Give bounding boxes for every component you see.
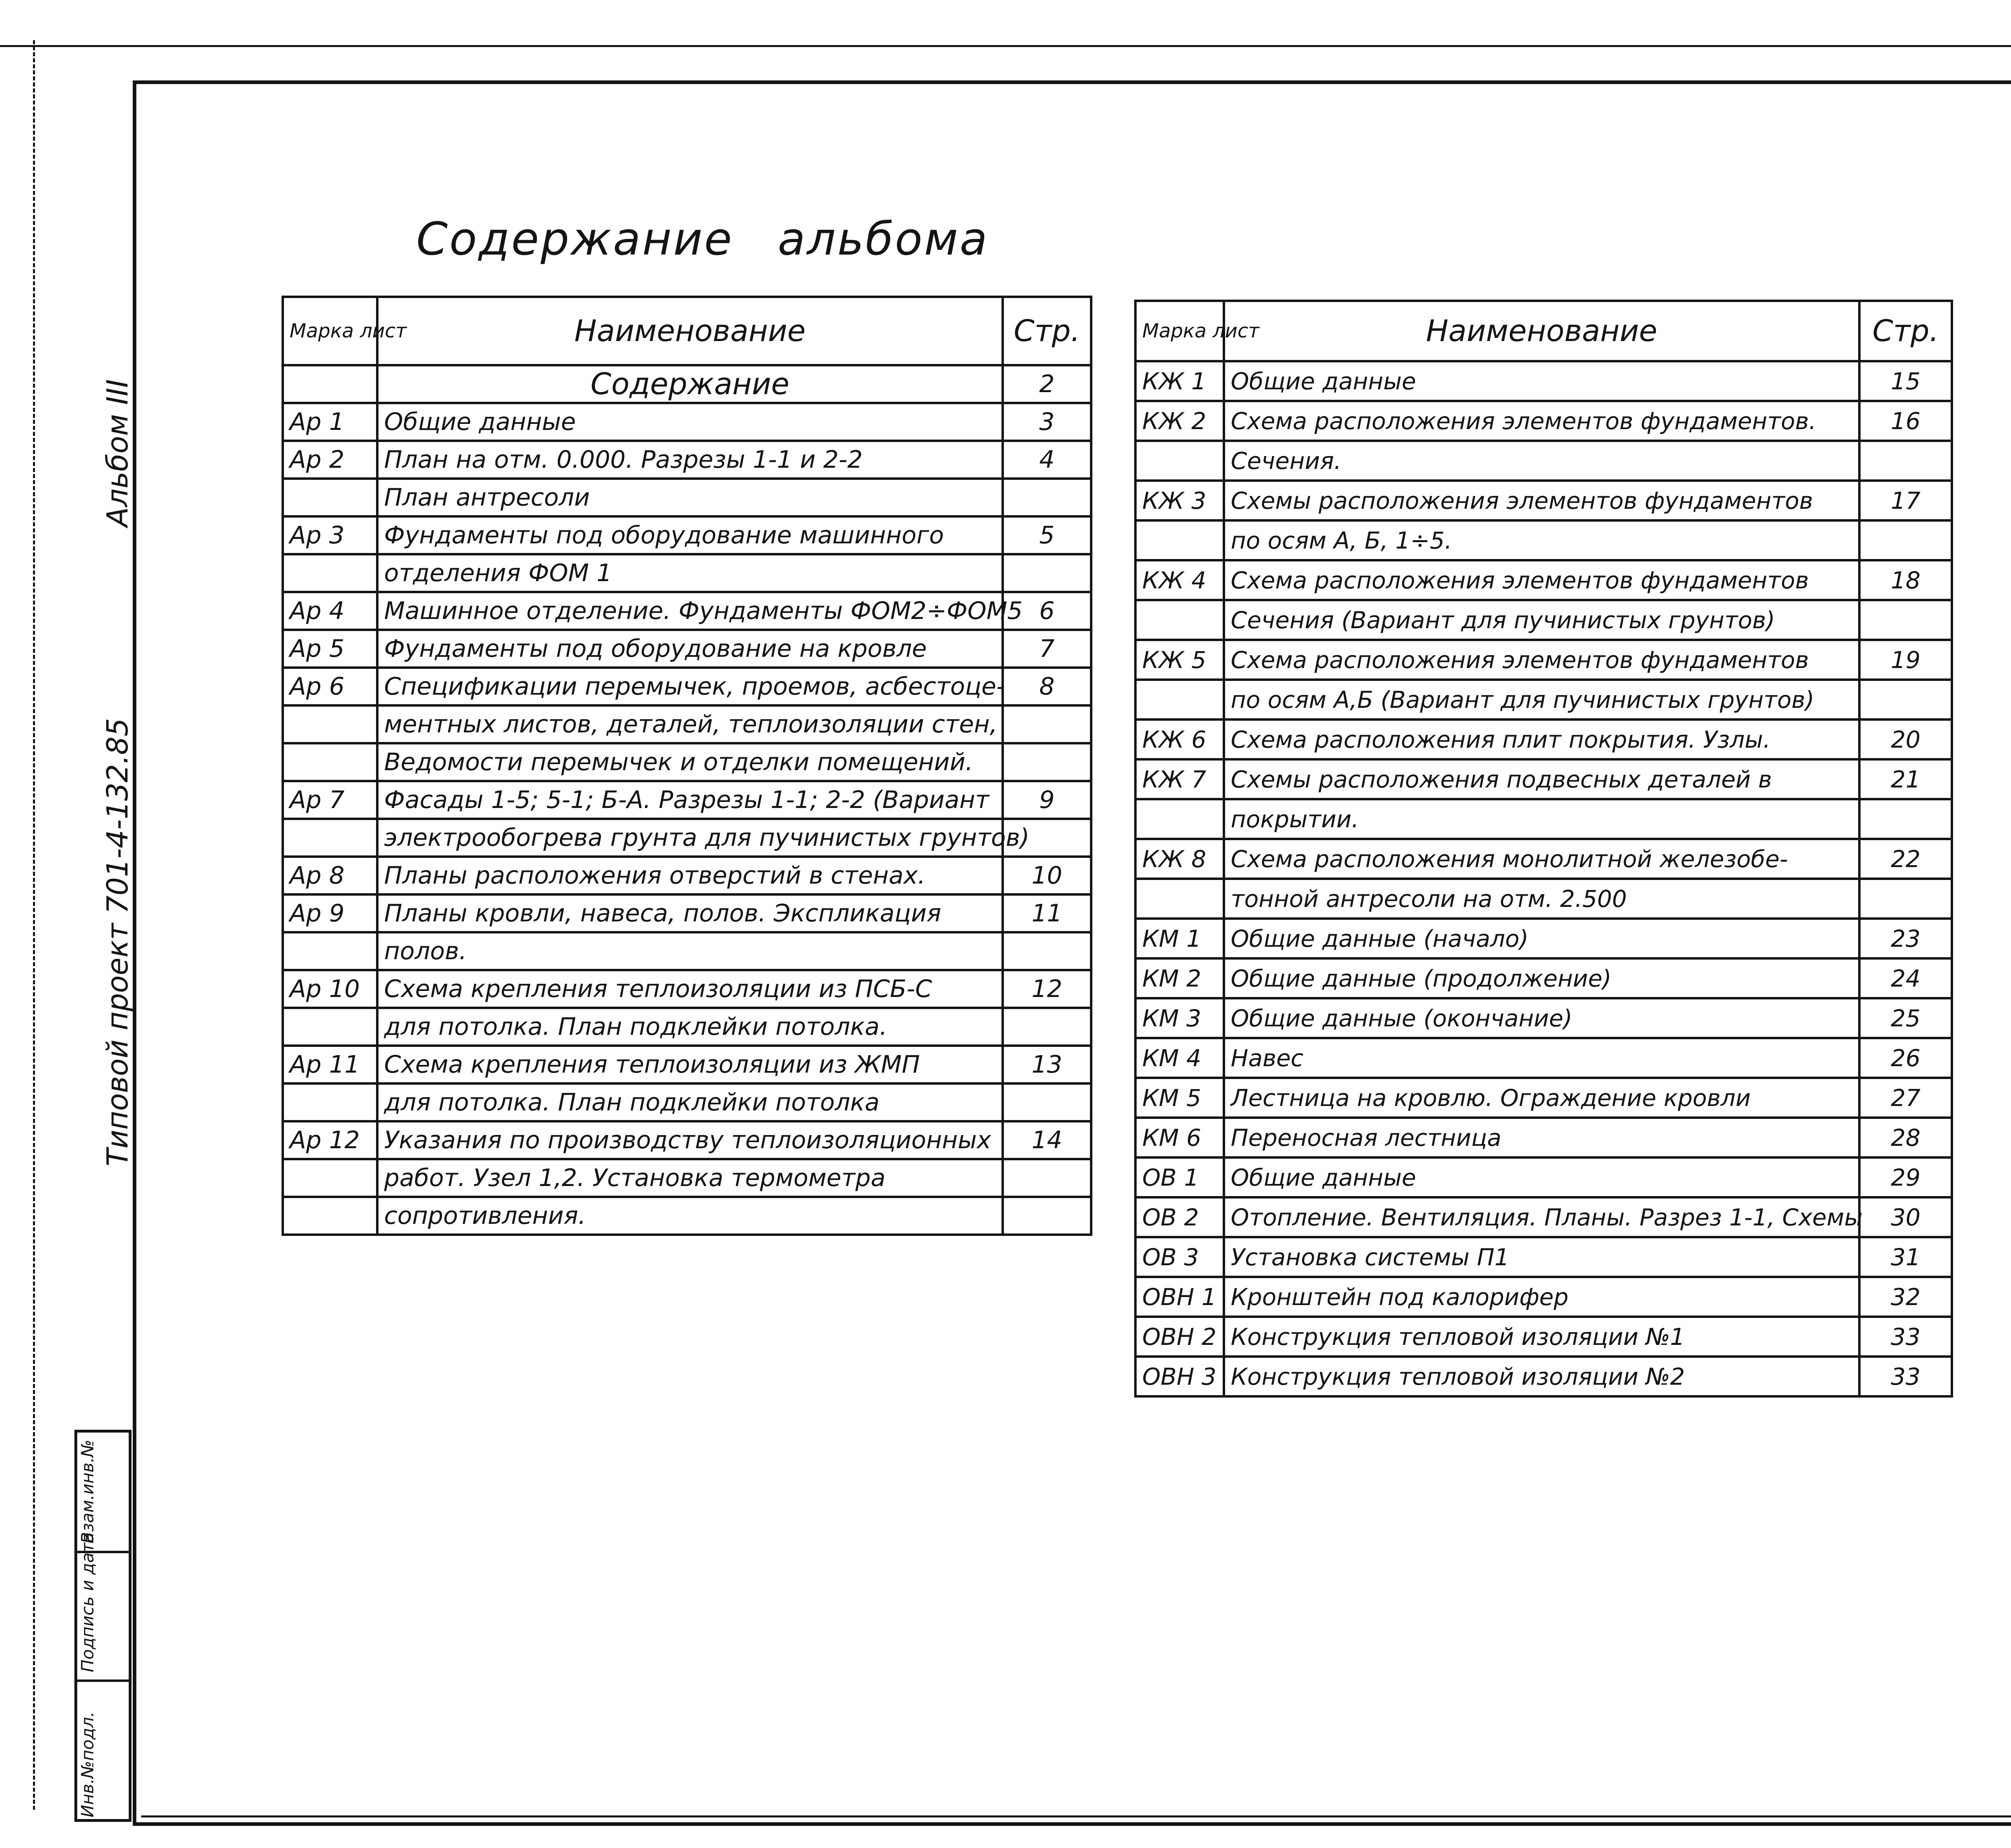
row-code: КМ 4 (1135, 1038, 1224, 1078)
sheet-left-edge (33, 40, 35, 1810)
row-code: КЖ 7 (1135, 759, 1224, 799)
table-row (283, 970, 1091, 1008)
row-page: 31 (1859, 1237, 1952, 1277)
row-name: Конструкция тепловой изоляции №1 (1224, 1317, 1859, 1357)
row-code: КМ 1 (1135, 919, 1224, 958)
row-name: План на отм. 0.000. Разрезы 1-1 и 2-2 (377, 441, 1003, 479)
row-name: Лестница на кровлю. Ограждение кровли (1224, 1078, 1859, 1118)
row-name: по осям А,Б (Вариант для пучинистых грунтов) (1224, 680, 1859, 719)
row-code (283, 819, 377, 857)
row-code (1135, 600, 1224, 640)
row-name: Общие данные (продолжение) (1224, 958, 1859, 998)
row-page (1003, 1083, 1091, 1121)
table-row (283, 554, 1091, 592)
row-code: КЖ 2 (1135, 401, 1224, 441)
row-code: Ар 7 (283, 781, 377, 819)
row-code: Ар 10 (283, 970, 377, 1008)
row-page (1859, 441, 1952, 481)
table-row (1135, 839, 1952, 879)
row-code (283, 479, 377, 516)
row-page: 24 (1859, 958, 1952, 998)
row-name: Установка системы П1 (1224, 1237, 1859, 1277)
row-name: для потолка. План подклейки потолка (377, 1083, 1003, 1121)
row-code: КЖ 8 (1135, 839, 1224, 879)
table-row (283, 932, 1091, 970)
header-name: Наименование (1224, 301, 1859, 361)
contents-rows-right (1135, 361, 1952, 1396)
table-row (1135, 1277, 1952, 1317)
row-code (1135, 520, 1224, 560)
row-code (283, 1083, 377, 1121)
row-page: 33 (1859, 1317, 1952, 1357)
table-row (1135, 600, 1952, 640)
row-code (283, 1197, 377, 1235)
album-title (416, 213, 989, 265)
row-code: Ар 9 (283, 894, 377, 932)
row-page: 14 (1003, 1121, 1091, 1159)
row-code: ОВН 1 (1135, 1277, 1224, 1317)
table-row (1135, 401, 1952, 441)
table-row (283, 1083, 1091, 1121)
row-code (1135, 799, 1224, 839)
row-code: КЖ 3 (1135, 481, 1224, 520)
table-row (1135, 441, 1952, 481)
header-page: Стр. (1859, 301, 1952, 361)
table-row (1135, 481, 1952, 520)
table-row (283, 743, 1091, 781)
table-row (283, 592, 1091, 630)
row-page (1003, 1197, 1091, 1235)
row-page: 6 (1003, 592, 1091, 630)
table-row (1135, 1317, 1952, 1357)
header-mark: Марка лист (283, 297, 377, 365)
row-page: 19 (1859, 640, 1952, 680)
row-page: 10 (1003, 857, 1091, 894)
table-row (1135, 1038, 1952, 1078)
stamp-cell-replacement (77, 1433, 129, 1553)
row-page: 13 (1003, 1046, 1091, 1083)
row-code: КЖ 1 (1135, 361, 1224, 401)
side-project-label: Типовой проект 701-4-132.85 (101, 718, 134, 1166)
stamp-cell-signature (77, 1532, 129, 1682)
table-row (283, 403, 1091, 441)
row-page: 21 (1859, 759, 1952, 799)
row-name: тонной антресоли на отм. 2.500 (1224, 879, 1859, 919)
row-page: 26 (1859, 1038, 1952, 1078)
row-page: 29 (1859, 1157, 1952, 1197)
table-row (283, 857, 1091, 894)
table-row (1135, 1237, 1952, 1277)
contents-table-right (1134, 300, 1953, 1398)
table-row (1135, 1157, 1952, 1197)
row-page: 12 (1003, 970, 1091, 1008)
row-page (1859, 799, 1952, 839)
table-row (1135, 520, 1952, 560)
contents-rows-left (283, 365, 1091, 1235)
row-code: КМ 3 (1135, 998, 1224, 1038)
row-name: по осям А, Б, 1÷5. (1224, 520, 1859, 560)
table-row (283, 441, 1091, 479)
row-name: Схема расположения элементов фундаментов (1224, 560, 1859, 600)
row-name: Планы расположения отверстий в стенах. (377, 857, 1003, 894)
row-page (1003, 743, 1091, 781)
row-name: полов. (377, 932, 1003, 970)
row-name: Ведомости перемычек и отделки помещений. (377, 743, 1003, 781)
row-page: 15 (1859, 361, 1952, 401)
table-row (1135, 1118, 1952, 1157)
row-code: КЖ 5 (1135, 640, 1224, 680)
row-name: работ. Узел 1,2. Установка термометра (377, 1159, 1003, 1197)
table-row (283, 894, 1091, 932)
table-row (1135, 1078, 1952, 1118)
table-row (1135, 560, 1952, 600)
row-page (1859, 879, 1952, 919)
row-name: Отопление. Вентиляция. Планы. Разрез 1-1, Схемы (1224, 1197, 1859, 1237)
table-row (1135, 958, 1952, 998)
row-code (283, 1159, 377, 1197)
row-name: Кронштейн под калорифер (1224, 1277, 1859, 1317)
table-row (283, 668, 1091, 705)
contents-table-left (282, 296, 1092, 1236)
row-page (1003, 932, 1091, 970)
row-code: КМ 2 (1135, 958, 1224, 998)
row-page: 28 (1859, 1118, 1952, 1157)
row-code: КМ 5 (1135, 1078, 1224, 1118)
row-code: Ар 1 (283, 403, 377, 441)
table-row (283, 1159, 1091, 1197)
row-name: Фасады 1-5; 5-1; Б-А. Разрезы 1-1; 2-2 (Вариант (377, 781, 1003, 819)
row-name: Схема расположения элементов фундаментов (1224, 640, 1859, 680)
table-row (283, 1121, 1091, 1159)
table-row (1135, 879, 1952, 919)
table-row (1135, 799, 1952, 839)
row-name: Переносная лестница (1224, 1118, 1859, 1157)
row-code: КМ 6 (1135, 1118, 1224, 1157)
row-name: Схема расположения монолитной железобе- (1224, 839, 1859, 879)
row-code: Ар 3 (283, 516, 377, 554)
row-name: ментных листов, деталей, теплоизоляции стен, (377, 705, 1003, 743)
table-row (283, 1197, 1091, 1235)
table-row (1135, 1197, 1952, 1237)
row-code (283, 365, 377, 403)
row-name: План антресоли (377, 479, 1003, 516)
row-code: КЖ 4 (1135, 560, 1224, 600)
row-page: 23 (1859, 919, 1952, 958)
row-page: 22 (1859, 839, 1952, 879)
row-name: Общие данные (1224, 361, 1859, 401)
table-row (1135, 361, 1952, 401)
row-page: 3 (1003, 403, 1091, 441)
row-name: Конструкция тепловой изоляции №2 (1224, 1357, 1859, 1396)
row-name: Схема расположения плит покрытия. Узлы. (1224, 719, 1859, 759)
row-page: 27 (1859, 1078, 1952, 1118)
row-page (1003, 705, 1091, 743)
row-code (1135, 441, 1224, 481)
row-page (1003, 1159, 1091, 1197)
row-code: Ар 12 (283, 1121, 377, 1159)
row-code (283, 932, 377, 970)
row-page: 7 (1003, 630, 1091, 668)
row-name: Общие данные (окончание) (1224, 998, 1859, 1038)
row-name: Общие данные (377, 403, 1003, 441)
table-row (1135, 640, 1952, 680)
table-row (1135, 680, 1952, 719)
row-name: Спецификации перемычек, проемов, асбестоце- (377, 668, 1003, 705)
album-title-word-1: Содержание (416, 213, 734, 265)
table-row (1135, 998, 1952, 1038)
row-page: 25 (1859, 998, 1952, 1038)
row-name: Схемы расположения подвесных деталей в (1224, 759, 1859, 799)
row-code (283, 554, 377, 592)
header-name: Наименование (377, 297, 1003, 365)
table-row (283, 630, 1091, 668)
row-name: Схема крепления теплоизоляции из ЖМП (377, 1046, 1003, 1083)
row-name: Навес (1224, 1038, 1859, 1078)
row-page: 32 (1859, 1277, 1952, 1317)
table-row (283, 365, 1091, 403)
table-row (283, 781, 1091, 819)
row-name: Указания по производству теплоизоляционных (377, 1121, 1003, 1159)
stamp-label-signature: Подпись и дата (78, 1532, 97, 1672)
row-page: 2 (1003, 365, 1091, 403)
row-code: Ар 11 (283, 1046, 377, 1083)
row-name: Машинное отделение. Фундаменты ФОМ2÷ФОМ5 (377, 592, 1003, 630)
row-page: 30 (1859, 1197, 1952, 1237)
table-row (283, 705, 1091, 743)
row-name: сопротивления. (377, 1197, 1003, 1235)
row-name: Планы кровли, навеса, полов. Экспликация (377, 894, 1003, 932)
row-code: Ар 8 (283, 857, 377, 894)
row-name: Содержание (377, 365, 1003, 403)
header-page: Стр. (1003, 297, 1091, 365)
row-code (1135, 879, 1224, 919)
table-row (283, 516, 1091, 554)
row-page: 11 (1003, 894, 1091, 932)
row-code: Ар 2 (283, 441, 377, 479)
row-name: Фундаменты под оборудование на кровле (377, 630, 1003, 668)
stamp-cell-inventory (77, 1682, 129, 1825)
row-code: КЖ 6 (1135, 719, 1224, 759)
row-page (1859, 520, 1952, 560)
row-name: Сечения (Вариант для пучинистых грунтов) (1224, 600, 1859, 640)
row-code (1135, 680, 1224, 719)
row-page (1003, 1008, 1091, 1046)
row-page: 17 (1859, 481, 1952, 520)
table-row (283, 819, 1091, 857)
row-name: отделения ФОМ 1 (377, 554, 1003, 592)
table-row (1135, 759, 1952, 799)
row-page: 9 (1003, 781, 1091, 819)
row-name: Схема расположения элементов фундаментов. (1224, 401, 1859, 441)
row-page (1003, 479, 1091, 516)
row-name: Схема крепления теплоизоляции из ПСБ-С (377, 970, 1003, 1008)
stamp-label-inventory: Инв.№подл. (78, 1711, 97, 1817)
table-row (1135, 919, 1952, 958)
row-code: ОВ 3 (1135, 1237, 1224, 1277)
row-page (1859, 680, 1952, 719)
row-name: Сечения. (1224, 441, 1859, 481)
table-row (1135, 719, 1952, 759)
stamp-label-replacement: Взам.инв.№ (78, 1439, 97, 1544)
row-name: Схемы расположения элементов фундаментов (1224, 481, 1859, 520)
row-name: Общие данные (начало) (1224, 919, 1859, 958)
row-page: 4 (1003, 441, 1091, 479)
row-page: 33 (1859, 1357, 1952, 1396)
album-title-word-2: альбома (777, 213, 989, 265)
row-name: для потолка. План подклейки потолка. (377, 1008, 1003, 1046)
row-name: Общие данные (1224, 1157, 1859, 1197)
row-page: 20 (1859, 719, 1952, 759)
row-page (1003, 554, 1091, 592)
table-row (283, 1046, 1091, 1083)
row-code (283, 705, 377, 743)
row-page: 18 (1859, 560, 1952, 600)
table-row (283, 479, 1091, 516)
header-mark: Марка лист (1135, 301, 1224, 361)
approval-stamp (74, 1430, 132, 1822)
row-page: 8 (1003, 668, 1091, 705)
table-row (1135, 1357, 1952, 1396)
row-code: ОВ 2 (1135, 1197, 1224, 1237)
row-code (283, 1008, 377, 1046)
row-page: 16 (1859, 401, 1952, 441)
row-code: ОВ 1 (1135, 1157, 1224, 1197)
row-name: электрообогрева грунта для пучинистых грунтов) (377, 819, 1003, 857)
side-album-label: Альбом III (101, 379, 134, 527)
sheet-top-edge (0, 45, 2011, 47)
table-row (283, 1008, 1091, 1046)
row-code: Ар 6 (283, 668, 377, 705)
row-code: ОВН 2 (1135, 1317, 1224, 1357)
row-code: ОВН 3 (1135, 1357, 1224, 1396)
row-page: 5 (1003, 516, 1091, 554)
row-name: покрытии. (1224, 799, 1859, 839)
row-page (1859, 600, 1952, 640)
row-code: Ар 4 (283, 592, 377, 630)
row-name: Фундаменты под оборудование машинного (377, 516, 1003, 554)
row-code (283, 743, 377, 781)
row-code: Ар 5 (283, 630, 377, 668)
